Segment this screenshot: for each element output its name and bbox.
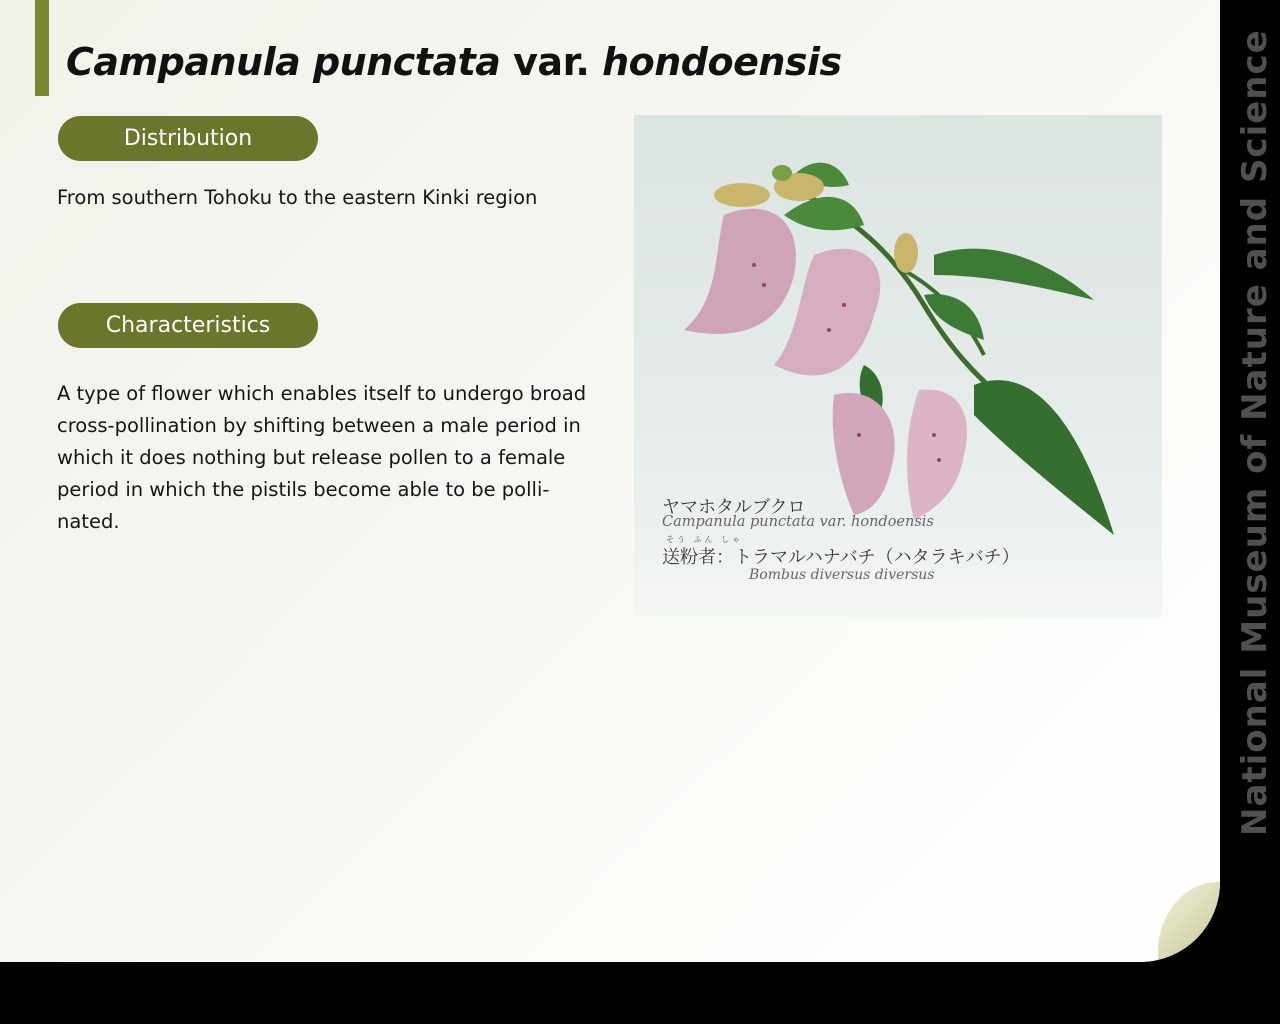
page-curl[interactable] [1158,882,1220,962]
title-accent-bar [35,0,49,96]
title-variety: hondoensis [602,40,842,84]
photo-latin-name: Campanula punctata var. hondoensis [662,514,934,530]
distribution-heading: Distribution [58,116,318,161]
photo-pollinator: 送粉者：トラマルハナバチ（ハタラキバチ） [662,547,1020,568]
title-species: Campanula punctata [66,40,501,84]
distribution-text: From southern Tohoku to the eastern Kinki region [57,186,538,209]
photo-japanese-name: ヤマホタルブクロ [662,497,806,518]
page-title [66,40,842,84]
flower-photo [634,115,1162,617]
side-label: National Museum of Nature and Science [1235,29,1275,836]
photo-ruby-text: そう ふん しゃ [666,535,744,544]
characteristics-heading: Characteristics [58,303,318,348]
title-var-label: var. [500,40,603,84]
photo-pollinator-latin: Bombus diversus diversus [749,567,935,583]
characteristics-text: A type of flower which enables itself to undergo broad cross-pollination by shifting between a male period in which it does nothing but release pollen to a female period in which the pistils become able to be polli-nated. [57,382,587,533]
